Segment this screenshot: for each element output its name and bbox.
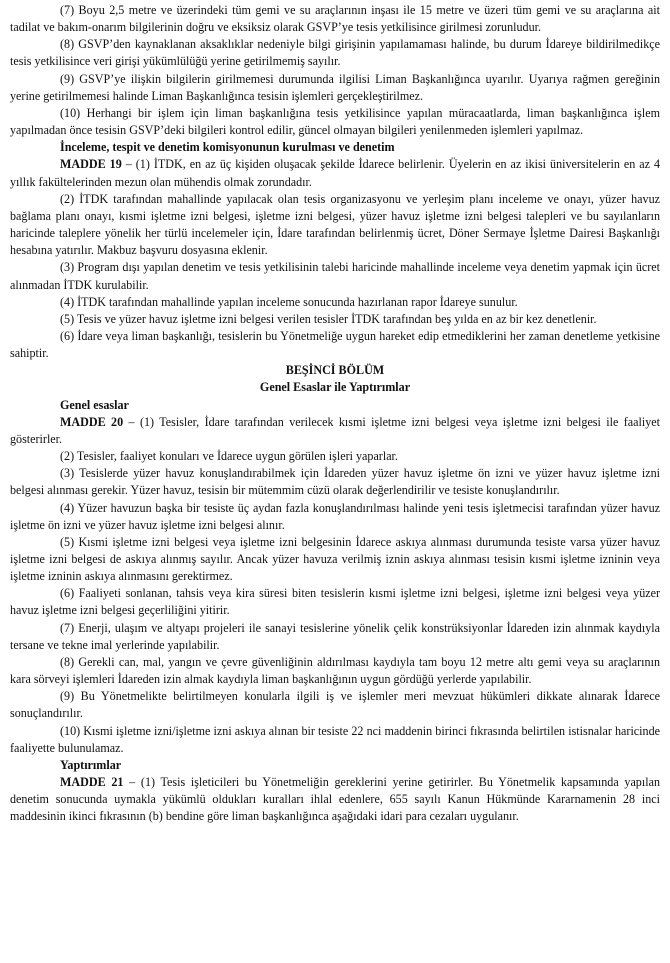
article-number: MADDE 21	[60, 775, 124, 790]
article-heading: İnceleme, tespit ve denetim komisyonunun kurulması ve denetim	[60, 140, 395, 155]
paragraph: (6) İdare veya liman başkanlığı, tesislerin bu Yönetmeliğe uygun hareket edip etmediklerini her zaman denetleme yetkisine sahiptir.	[10, 328, 660, 361]
paragraph: (6) Faaliyeti sonlanan, tahsis veya kira süresi biten tesislerin kısmi işletme izni belgesi, işletme izni belgesi veya yüzer havuz işletme izni belgesi geçerliliğini yitirir.	[10, 586, 660, 618]
paragraph: (5) Kısmi işletme izni belgesi veya işletme izni belgesinin İdarece askıya alınması durumunda tesiste varsa yüzer havuz işletme izni belgesi de askıya alınmış sayılır. Ancak yüzer havuza verilmiş iznin askıya alınması tesisin kısmi işletme izninin veya işletme izninin askıya alınmasını gerektirmez.	[10, 534, 660, 584]
article-21	[10, 757, 660, 826]
paragraph: (9) GSVP’ye ilişkin bilgilerin girilmemesi durumunda ilgilisi Liman Başkanlığınca uyarılır. Uyarıya rağmen gereğinin yerine getirilmemesi halinde Liman Başkanlığınca tesisin işlemleri gerçekleştirilmez.	[10, 71, 660, 103]
article-heading: Genel esaslar	[60, 397, 129, 412]
article-text: – (1) Tesisler, İdare tarafından verilecek kısmi işletme izni belgesi veya işletme izni belgesi ile faaliyet gösterirler.	[10, 414, 660, 446]
article-first-paragraph	[10, 414, 660, 448]
article-number: MADDE 19	[60, 157, 122, 172]
chapter-subtitle: Genel Esaslar ile Yaptırımlar	[259, 380, 411, 395]
article-text: – (1) İTDK, en az üç kişiden oluşacak şekilde İdarece belirlenir. Üyelerin en az ikisi üniversitelerin en az 4 yıllık fakültelerinden mezun olan mühendis olmak zorundadır.	[10, 157, 660, 189]
paragraph: (5) Tesis ve yüzer havuz işletme izni belgesi verilen tesisler İTDK tarafından beş yılda en az bir kez denetlenir.	[60, 311, 597, 326]
paragraph: (10) Kısmi işletme izni/işletme izni askıya alınan bir tesiste 22 nci maddenin birinci fıkrasında belirtilen istisnalar haricinde faaliyette bulunulamaz.	[10, 723, 660, 755]
paragraph: (2) Tesisler, faaliyet konuları ve İdarece uygun görülen işleri yaparlar.	[60, 449, 398, 464]
article-number: MADDE 20	[60, 414, 124, 429]
paragraph: (3) Tesislerde yüzer havuz konuşlandırabilmek için İdareden yüzer havuz işletme ön izni ve yüzer havuz işletme izni belgesi alınması gerekir. Yüzer havuz, tesisin bir mütemmim cüzü olarak değerlendirilir ve tesiste konuşlandırılır.	[10, 466, 660, 498]
paragraph: (9) Bu Yönetmelikte belirtilmeyen konularla ilgili iş ve işlemler meri mevzuat hükümleri dikkate alınarak İdarece sonuçlandırılır.	[10, 689, 660, 721]
article-20	[10, 397, 660, 757]
article-first-paragraph	[10, 156, 660, 190]
paragraph: (4) Yüzer havuzun başka bir tesiste üç aydan fazla konuşlandırılması halinde yeni tesis işletmecisi tarafından yüzer havuz işletme ön izni ve yüzer havuz işletme izni belgesi alınır.	[10, 500, 660, 532]
paragraph: (7) Enerji, ulaşım ve altyapı projeleri ile sanayi tesislerine yönelik çelik konstrüksiyonlar İdareden izin alınmak kaydıyla tersane ve tekne imal yerlerinde yapılabilir.	[10, 620, 660, 652]
chapter-title: BEŞİNCİ BÖLÜM	[285, 363, 385, 378]
article-heading: Yaptırımlar	[60, 757, 122, 772]
paragraph: (3) Program dışı yapılan denetim ve tesis yetkilisinin talebi haricinde mahallinde inceleme veya denetim yapmak için ücret alınmadan İTDK kurulabilir.	[10, 260, 660, 292]
paragraph: (7) Boyu 2,5 metre ve üzerindeki tüm gemi ve su araçlarının inşası ile 15 metre ve üzeri tüm gemi ve su araçlarına ait tadilat ve bakım-onarım bilgilerinin doğru ve eksiksiz olarak GSVP’ye tesis yetkilisince girilmesi zorunludur.	[10, 3, 660, 35]
paragraph: (2) İTDK tarafından mahallinde yapılacak olan tesis organizasyonu ve yerleşim planı inceleme ve onayı, yüzer havuz bağlama planı onayı, kısmi işletme izni belgesi, işletme izni belgesi, yüzer havuz işletme izni belgesi talepleri ve bu sayılanların haricinde taleplere yönelik her türlü incelemeler için, İdare tarafından belirlenmiş ücret, Döner Sermaye İşletme Dairesi Başkanlığı hesabına yatırılır. Makbuz başvuru dosyasına eklenir.	[10, 191, 660, 258]
paragraph: (4) İTDK tarafından mahallinde yapılan inceleme sonucunda hazırlanan rapor İdareye sunulur.	[60, 294, 518, 309]
article-19	[10, 139, 660, 362]
paragraph: (10) Herhangi bir işlem için liman başkanlığına tesis yetkilisince yapılan müracaatlarda, liman başkanlığınca işlem yapılmadan önce tesisin GSVP’deki bilgileri kontrol edilir, güncel olmayan bilgileri yenilenmeden işlemleri yapılmaz.	[10, 105, 660, 138]
chapter-header	[10, 362, 660, 396]
article-text: – (1) Tesis işleticileri bu Yönetmeliğin gereklerini yerine getirirler. Bu Yönetmelik kapsamında yapılan denetim sonucunda uymakla yükümlü oldukları kuralları ihlal edenlere, 655 sayılı Kanun Hükmünde Kararnamenin 28 inci maddesinin ikinci fıkrasının (b) bendine göre liman başkanlığınca aşağıdaki idari para cezaları uygulanır.	[10, 775, 660, 824]
paragraph: (8) GSVP’den kaynaklanan aksaklıklar nedeniyle bilgi girişinin yapılamaması halinde, bu durum İdareye bildirilmedikçe tesis yetkilisince veri girişi yükümlülüğü yerine getirilmemiş sayılır.	[10, 37, 660, 69]
section-continued-paragraphs	[10, 2, 660, 139]
paragraph: (8) Gerekli can, mal, yangın ve çevre güvenliğinin aldırılması kaydıyla tam boyu 12 metre altı gemi veya su araçlarının kara sörveyi işlemleri İdareden izin almak kaydıyla liman başkanlığının uygun gördüğü yerlerde yapılabilir.	[10, 654, 660, 687]
article-first-paragraph	[10, 774, 660, 825]
